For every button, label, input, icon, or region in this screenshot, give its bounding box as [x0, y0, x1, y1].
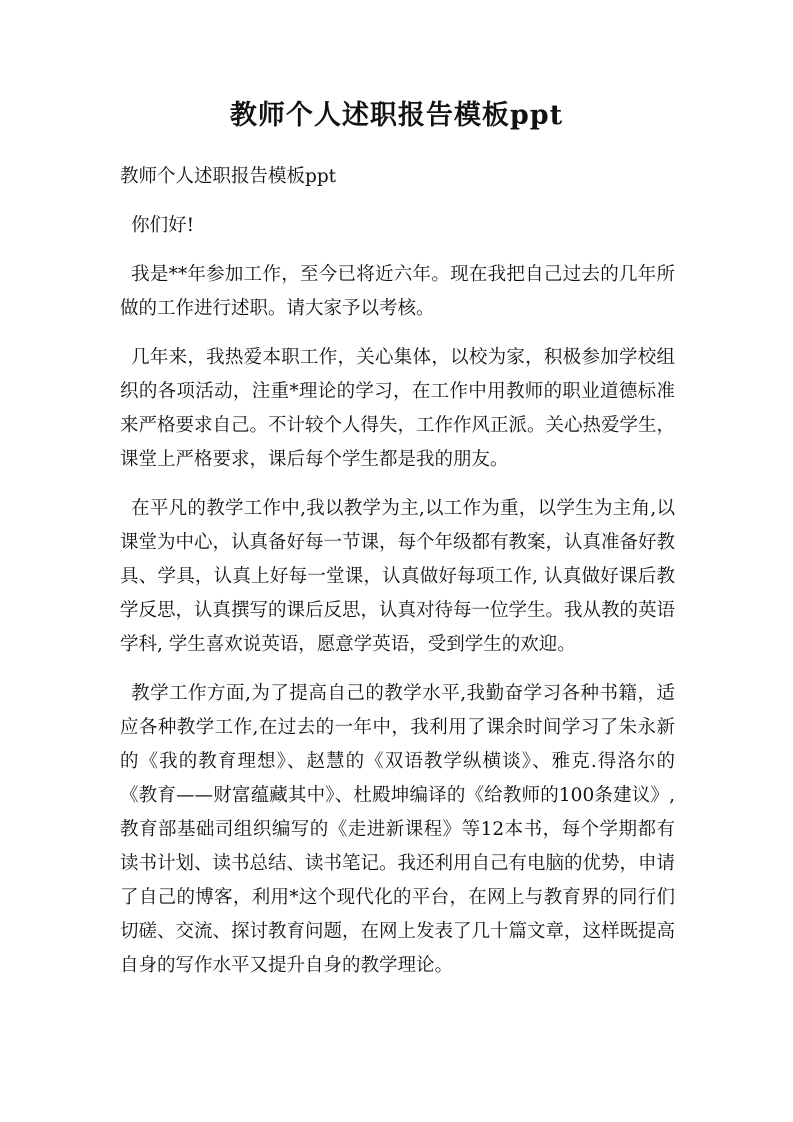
document-body: [120, 160, 675, 998]
document-title: 教师个人述职报告模板ppt: [229, 100, 564, 131]
paragraph-greeting: 你们好!: [131, 215, 195, 236]
paragraph-intro: 我是**年参加工作，至今已将近六年。现在我把自己过去的几年所做的工作进行述职。请大家予以考核。: [120, 264, 675, 319]
paragraph-study: 教学工作方面,为了提高自己的教学水平,我勤奋学习各种书籍，适应各种教学工作,在过去的一年中，我利用了课余时间学习了朱永新的《我的教育理想》、赵慧的《双语教学纵横谈》、雅克.得洛尔的《教育——财富蕴藏其中》、杜殿坤编译的《给教师的100条建议》,教育部基础司组织编写的《走进新课程》等12本书，每个学期都有读书计划、读书总结、读书笔记。我还利用自己有电脑的优势，申请了自己的博客，利用*这个现代化的平台，在网上与教育界的同行们切磋、交流、探讨教育问题，在网上发表了几十篇文章，这样既提高自身的写作水平又提升自身的教学理论。: [120, 683, 676, 976]
paragraph-subtitle: 教师个人述职报告模板ppt: [120, 166, 337, 187]
paragraph-attitude: 几年来，我热爱本职工作，关心集体，以校为家，积极参加学校组织的各项活动，注重*理论的学习，在工作中用教师的职业道德标准来严格要求自己。不计较个人得失，工作作风正派。关心热爱学生，课堂上严格要求，课后每个学生都是我的朋友。: [120, 347, 676, 470]
paragraph-teaching: 在平凡的教学工作中,我以教学为主,以工作为重，以学生为主角,以课堂为中心，认真备好每一节课，每个年级都有教案，认真准备好教具、学具，认真上好每一堂课，认真做好每项工作, 认真做好课后教学反思，认真撰写的课后反思，认真对待每一位学生。我从教的英语学科, 学生喜欢说英语，愿意学英语，受到学生的欢迎。: [120, 498, 676, 655]
